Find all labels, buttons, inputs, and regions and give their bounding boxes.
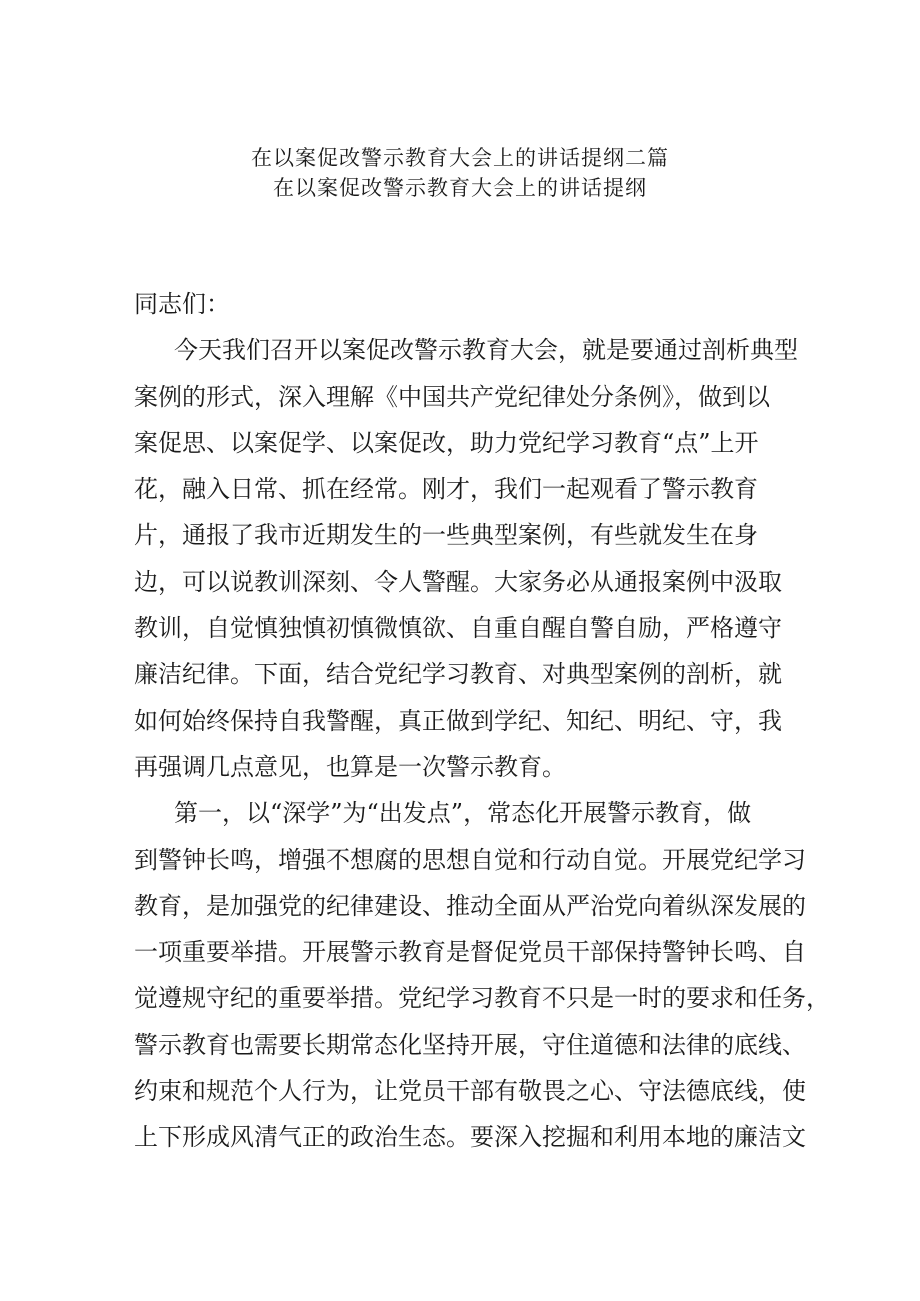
paragraph-1-line: 片，通报了我市近期发生的一些典型案例，有些就发生在身 <box>134 521 758 550</box>
paragraph-1-line: 如何始终保持自我警醒，真正做到学纪、知纪、明纪、守，我 <box>134 706 782 735</box>
paragraph-2-line: 教育，是加强党的纪律建设、推动全面从严治党向着纵深发展的 <box>134 891 806 920</box>
paragraph-2-line: 警示教育也需要长期常态化坚持开展，守住道德和法律的底线、 <box>134 1030 806 1059</box>
paragraph-1-line: 案例的形式，深入理解《中国共产党纪律处分条例》，做到以 <box>134 382 770 411</box>
title-line-2: 在以案促改警示教育大会上的讲话提纲 <box>273 176 647 200</box>
paragraph-2-line: 上下形成风清气正的政治生态。要深入挖掘和利用本地的廉洁文 <box>134 1123 806 1152</box>
paragraph-1-line: 教训，自觉慎独慎初慎微慎欲、自重自醒自警自励，严格遵守 <box>134 614 782 643</box>
paragraph-1-line: 花，融入日常、抓在经常。刚才，我们一起观看了警示教育 <box>134 475 758 504</box>
paragraph-2-line: 约束和规范个人行为，让党员干部有敬畏之心、守法德底线，使 <box>134 1077 806 1106</box>
document-title <box>0 143 920 203</box>
paragraph-2-line: 一项重要举措。开展警示教育是督促党员干部保持警钟长鸣、自 <box>134 938 806 967</box>
paragraph-1-line: 再强调几点意见，也算是一次警示教育。 <box>134 752 566 781</box>
title-line-1: 在以案促改警示教育大会上的讲话提纲二篇 <box>251 146 669 170</box>
paragraph-1-line: 案促思、以案促学、以案促改，助力党纪学习教育“点”上开 <box>134 428 759 457</box>
paragraph-2-line: 觉遵规守纪的重要举措。党纪学习教育不只是一时的要求和任务， <box>134 984 830 1013</box>
paragraph-1-line: 廉洁纪律。下面，结合党纪学习教育、对典型案例的剖析，就 <box>134 660 782 689</box>
paragraph-1-line: 今天我们召开以案促改警示教育大会，就是要通过剖析典型 <box>174 336 798 365</box>
salutation: 同志们： <box>134 290 230 318</box>
paragraph-2-line: 到警钟长鸣，增强不想腐的思想自觉和行动自觉。开展党纪学习 <box>134 845 806 874</box>
document-body <box>134 281 830 1161</box>
paragraph-1-line: 边，可以说教训深刻、令人警醒。大家务必从通报案例中汲取 <box>134 567 782 596</box>
paragraph-2-line: 第一，以“深学”为“出发点”，常态化开展警示教育，做 <box>174 799 752 828</box>
